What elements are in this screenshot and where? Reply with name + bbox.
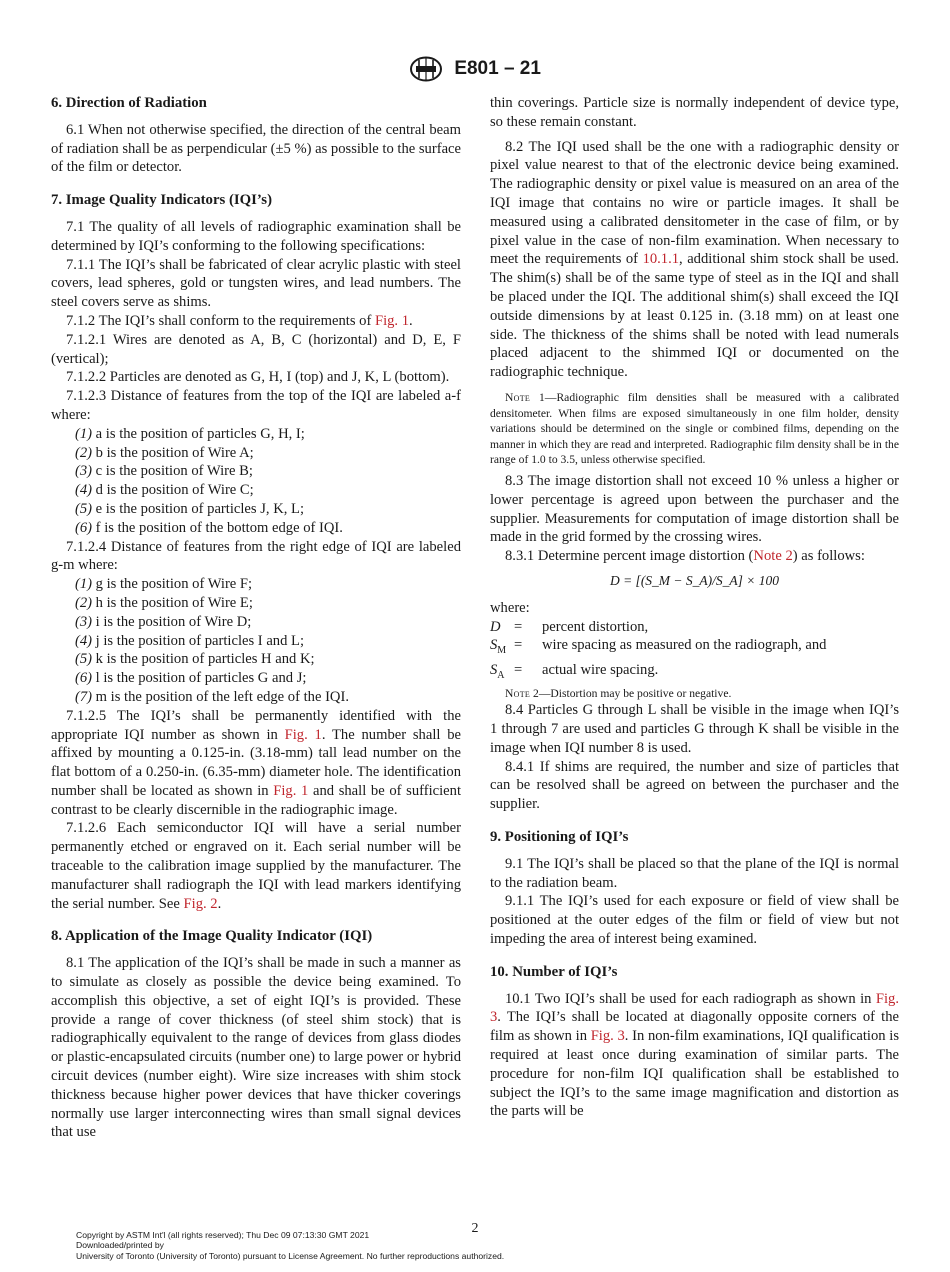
list-item: (5) e is the position of particles J, K, L; xyxy=(75,500,305,517)
footer-line: Copyright by ASTM Int'l (all rights reserved); Thu Dec 09 07:13:30 GMT 2021 xyxy=(76,1230,370,1240)
section-10-heading: 10. Number of IQI’s xyxy=(490,963,618,980)
list-item: (5) k is the position of particles H and K; xyxy=(75,651,315,668)
para-7-1-2-1: 7.1.2.1 Wires are denoted as A, B, C (horizontal) and D, E, F (vertical); xyxy=(51,331,461,367)
left-column xyxy=(51,94,461,1142)
astm-logo-icon xyxy=(409,56,443,82)
fig-2-link[interactable]: Fig. 2 xyxy=(183,895,218,912)
list-item: (7) m is the position of the left edge of the IQI. xyxy=(75,688,349,705)
where-definitions xyxy=(490,618,899,686)
list-item: (4) j is the position of particles I and L; xyxy=(75,632,305,649)
definition-row: $S_M$ = wire spacing as measured on the radiograph, and xyxy=(490,637,827,657)
document-designation: E801 – 21 xyxy=(454,58,541,79)
section-10-1-1-link[interactable]: 10.1.1 xyxy=(642,251,680,268)
section-7-heading: 7. Image Quality Indicators (IQI’s) xyxy=(51,192,272,209)
list-item: (3) i is the position of Wire D; xyxy=(75,613,252,630)
list-top-positions xyxy=(51,425,461,538)
definition-row: D = percent distortion, xyxy=(490,618,649,635)
para-8-3-1: 8.3.1 Determine percent image distortion (Note 2) as follows: xyxy=(505,548,865,565)
list-item: (6) f is the position of the bottom edge of IQI. xyxy=(75,519,343,536)
para-8-1: 8.1 The application of the IQI’s shall be made in such a manner as to simulate as closely as possible the device being examined. To accomplish this objective, a set of eight IQI’s is provided. These provide a range of cover thickness (of steel shim stock) that is radiographically equivalent to the range of devices from glass diodes or plastic-encapsulated circuits (number one) to large power or hybrid circuit devices (number eight). Wire size increases with shim stock thickness because higher power devices that have thicker coverings normally use larger interconnecting wires than small signal devices that use xyxy=(51,955,461,1141)
para-7-1-2-2: 7.1.2.2 Particles are denoted as G, H, I (top) and J, K, L (bottom). xyxy=(66,369,450,386)
para-7-1-2: 7.1.2 The IQI’s shall conform to the requirements of Fig. 1. xyxy=(66,312,413,329)
para-9-1: 9.1 The IQI’s shall be placed so that the plane of the IQI is normal to the radiation beam. xyxy=(490,855,899,891)
para-8-4: 8.4 Particles G through L shall be visible in the image when IQI’s 1 through 7 are used and particles G through K shall be visible in the image when IQI number 8 is used. xyxy=(490,702,899,756)
para-8-2: 8.2 The IQI used shall be the one with a radiographic density or pixel value nearest to that of the electronic device being examined. The radiographic density or pixel value is measured on an area of the IQI image that contains no wire or particle images. It shall be measured using a calibrated densitometer in the case of film, or by pixel value in the case of non-film examination. When necessary to meet the requirements of 10.1.1, additional shim stock shall be used. The shim(s) shall be of the same type of steel as in the IQI and shall be placed under the IQI. The additional shim(s) shall exceed the IQI outside dimensions by at least 0.125 in. (3.18 mm) on at least one side. The thickness of the shims shall be noted with lead numerals placed adjacent to the shimmed IQI or documented on the radiographic technique. xyxy=(490,138,900,381)
para-10-1: 10.1 Two IQI’s shall be used for each radiograph as shown in Fig. 3. The IQI’s shall be located at diagonally opposite corners of the film as shown in Fig. 3. In non-film examinations, IQI qualification is required at least once during examination of similar parts. The procedure for non-film IQI qualification shall be established to subject the IQI’s to the same image magnification and distortion as the parts will be xyxy=(490,990,899,1120)
list-item: (2) b is the position of Wire A; xyxy=(75,444,254,461)
footer-line: University of Toronto (University of Toronto) pursuant to License Agreement. No further reproductions authorized. xyxy=(76,1250,505,1261)
footer-line: Downloaded/printed by xyxy=(76,1240,164,1251)
distortion-formula: D = [(S_M − S_A)/S_A] × 100 xyxy=(609,572,780,588)
fig-1-link[interactable]: Fig. 1 xyxy=(273,782,309,799)
para-7-1-2-3: 7.1.2.3 Distance of features from the top of the IQI are labeled a-f where: xyxy=(51,388,461,423)
note-2-link[interactable]: Note 2 xyxy=(753,548,793,565)
list-item: (4) d is the position of Wire C; xyxy=(75,482,254,499)
para-9-1-1: 9.1.1 The IQI’s used for each exposure or field of view shall be positioned at the outer edges of the film or field of view but not impeding the area of interest being examined. xyxy=(490,893,899,948)
list-item: (3) c is the position of Wire B; xyxy=(75,463,253,480)
fig-1-link[interactable]: Fig. 1 xyxy=(374,312,410,329)
fig-3-link[interactable]: Fig. 3 xyxy=(590,1028,625,1045)
list-item: (1) a is the position of particles G, H, I; xyxy=(75,425,305,442)
para-7-1-2-6: 7.1.2.6 Each semiconductor IQI will have a serial number permanently etched or engraved on it. Each serial number will be traceable to the calibration image supplied by the manufacturer. The manufacturer shall radiograph the IQI with lead markers identifying the serial number. See Fig. 2. xyxy=(51,820,461,912)
right-column xyxy=(490,94,899,1121)
fig-3-link[interactable]: Fig. 3 xyxy=(490,990,899,1026)
para-8-1-continued: thin coverings. Particle size is normally independent of device type, so these remain constant. xyxy=(490,95,899,130)
page-header xyxy=(0,56,950,82)
note-2: Note 2—Distortion may be positive or negative. xyxy=(505,686,732,700)
para-7-1-2-5: 7.1.2.5 The IQI’s shall be permanently identified with the appropriate IQI number as shown in Fig. 1. The number shall be affixed by mounting a 0.125-in. (3.18-mm) tall lead number on the flat bottom of a 0.250-in. (6.35-mm) diameter hole. The identification number shall be located as shown in Fig. 1 and shall be of sufficient contrast to be clearly discernible in the radiographic image. xyxy=(51,707,462,818)
note-1: Note 1—Radiographic film densities shall be measured with a calibrated densitometer. When films are exposed simultaneously in one film holder, density variations should be determined on the single or combined films, depending on the manner in which they are read and interpreted. Radiographic film density shall be in the range of 1.0 to 3.5, unless otherwise specified. xyxy=(490,390,899,467)
where-label: where: xyxy=(490,599,530,616)
list-item: (1) g is the position of Wire F; xyxy=(75,576,253,593)
definition-row: $S_A$ = actual wire spacing. xyxy=(490,662,659,681)
list-item: (6) l is the position of particles G and J; xyxy=(75,670,307,687)
section-8-heading: 8. Application of the Image Quality Indicator (IQI) xyxy=(51,928,373,945)
para-8-4-1: 8.4.1 If shims are required, the number and size of particles that can be resolved shall be agreed on between the purchaser and the supplier. xyxy=(490,758,899,813)
para-7-1-2-4: 7.1.2.4 Distance of features from the right edge of IQI are labeled g-m where: xyxy=(51,538,461,574)
list-item: (2) h is the position of Wire E; xyxy=(75,594,253,611)
section-6-heading: 6. Direction of Radiation xyxy=(51,95,207,111)
fig-1-link[interactable]: Fig. 1 xyxy=(284,726,322,743)
para-7-1-1: 7.1.1 The IQI’s shall be fabricated of clear acrylic plastic with steel covers, lead spheres, gold or tungsten wires, and lead numbers. The steel covers serve as shims. xyxy=(51,256,461,311)
copyright-footer xyxy=(76,1230,504,1261)
section-9-heading: 9. Positioning of IQI’s xyxy=(490,829,629,846)
page-number: 2 xyxy=(471,1221,479,1236)
list-right-positions xyxy=(51,575,461,707)
para-6-1: 6.1 When not otherwise specified, the direction of the central beam of radiation shall be as perpendicular (±5 %) as possible to the surface of the film or detector. xyxy=(51,121,462,176)
para-8-3: 8.3 The image distortion shall not exceed 10 % unless a higher or lower percentage is agreed upon between the purchaser and the supplier. Measurements for computation of image distortion shall be made in the grid formed by the crossing wires. xyxy=(490,472,899,546)
para-7-1: 7.1 The quality of all levels of radiographic examination shall be determined by IQI’s conforming to the following specifications: xyxy=(51,218,461,254)
